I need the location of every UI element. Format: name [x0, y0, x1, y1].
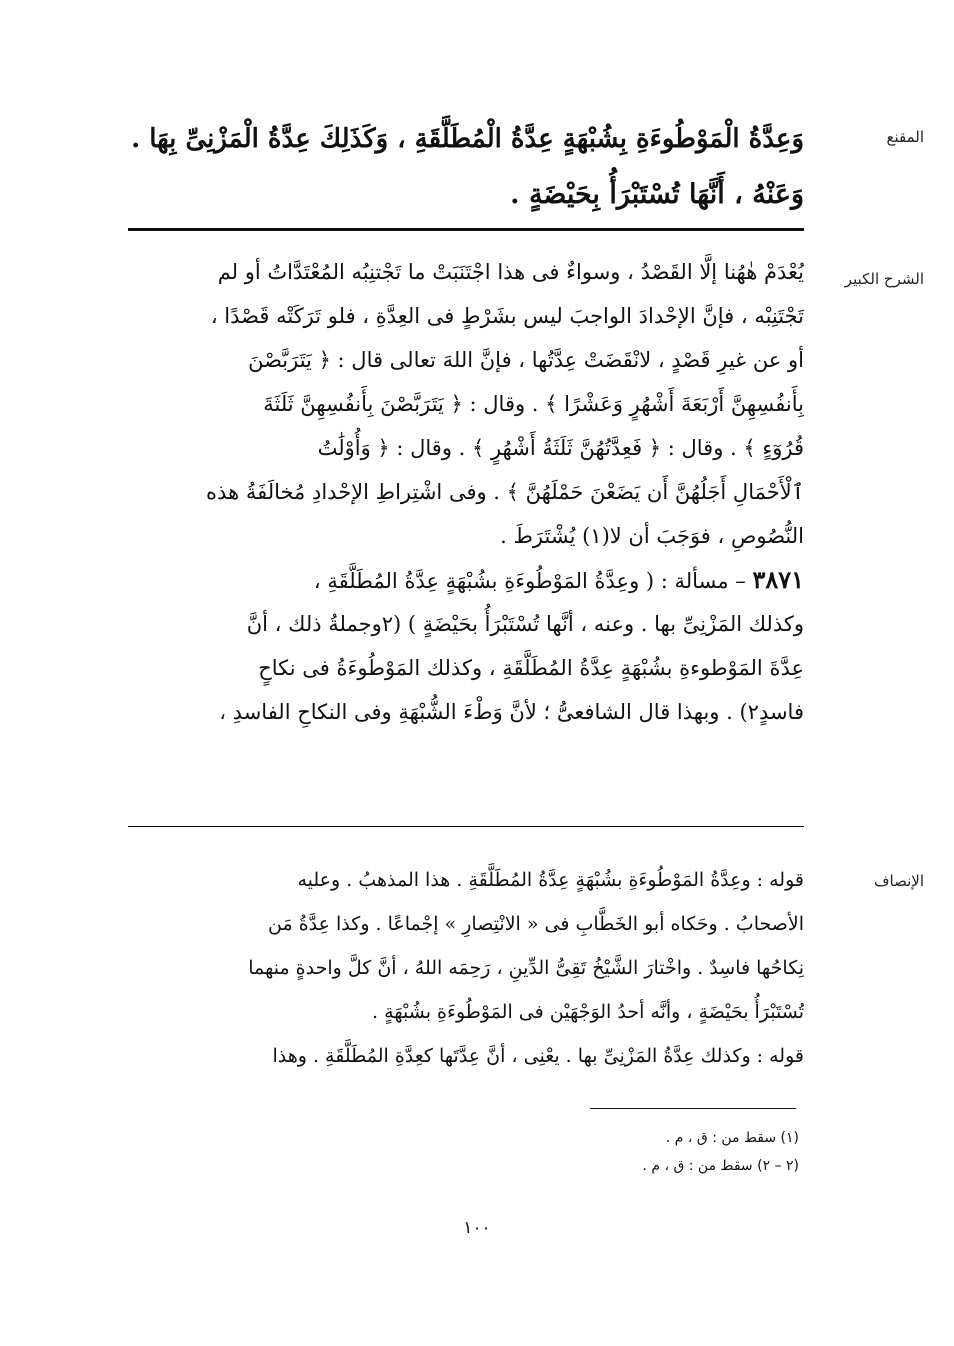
- masala-line: عِدَّةَ المَوْطوءةِ بشُبْهَةٍ عِدَّةُ المُطَلَّقَةِ ، وكذلك المَوْطُوءَةُ فى نكاحٍ: [258, 656, 804, 680]
- sharh-side-label: الشرح الكبير: [844, 270, 924, 288]
- masala-heading: [128, 558, 804, 602]
- sharh-line: يُعْدَمْ هٰهُنا إلَّا القَصْدُ ، وسواءٌ فى هذا اجْتَنَبَتْ ما تَجْتنِبُه المُعْتَدَّاتُ أو لم: [217, 260, 804, 284]
- sharh-line: قُرُوٓءٍ ﴾ . وقال : ﴿ فَعِدَّتُهُنَّ ثَلَثَةُ أَشْهُرٍ ﴾ . وقال : ﴿ وَأُوْلَٰتُ: [317, 436, 804, 460]
- masala-line: وكذلك المَزْنِىِّ بها . وعنه ، أنَّها تُسْتَبْرَأُ بحَيْضَةٍ ) (٢وجملةُ ذلك ، أنَّ: [246, 612, 804, 636]
- muqni-text: [128, 112, 804, 222]
- insaf-text: [128, 858, 804, 1078]
- footnote-item: (١) سقط من : ق ، م .: [665, 1130, 799, 1146]
- insaf-line: تُسْتَبْرَأُ بحَيْضَةٍ ، وأنَّه أحدُ الوَجْهَيْن فى المَوْطُوءَةِ بشُبْهَةٍ .: [372, 1001, 804, 1023]
- masala-line: فاسدٍ٢) . وبهذا قال الشافعىُّ ؛ لأنَّ وَطْءَ الشُّبْهَةِ وفى النكاحِ الفاسدِ ،: [219, 700, 804, 724]
- insaf-line: قوله : وعِدَّةُ المَوْطُوءَةِ بشُبْهَةٍ عِدَّةُ المُطَلَّقَةِ . هذا المذهبُ . وعليه: [297, 869, 804, 891]
- page-number: ١٠٠: [463, 1218, 491, 1238]
- insaf-line: نِكاحُها فاسِدٌ . واخْتارَ الشَّيْخُ تَقِىُّ الدِّينِ ، رَحِمَه اللهُ ، أنَّ كلَّ واحدةٍ منهما: [248, 957, 804, 979]
- insaf-side-label: الإنصاف: [873, 872, 924, 890]
- masala-number: ٣٨٧١: [752, 565, 804, 594]
- sharh-text: [128, 250, 804, 734]
- sharh-line: بِأَنفُسِهِنَّ أَرْبَعَةَ أَشْهُرٍ وَعَشْرًا ﴾ . وقال : ﴿ يَتَرَبَّصْنَ بِأَنفُسِهِنَّ ثَلَثَةَ: [263, 392, 804, 416]
- footnote-item: (٢ – ٢) سقط من : ق ، م .: [642, 1158, 799, 1174]
- sharh-line: النُّصُوصِ ، فوَجَبَ أن لا(١) يُشْتَرَطَ .: [500, 524, 804, 548]
- muqni-side-label: المقنع: [886, 128, 924, 146]
- muqni-line: وَعِدَّةُ الْمَوْطُوءَةِ بِشُبْهَةٍ عِدَّةُ الْمُطَلَّقَةِ ، وَكَذَلِكَ عِدَّةُ الْمَزْنِىِّ بِهَا .: [131, 124, 804, 154]
- masala-first-line: – مسألة : ( وعِدَّةُ المَوْطُوءَةِ بشُبْهَةٍ عِدَّةُ المُطَلَّقَةِ ،: [313, 569, 746, 593]
- thin-divider: [128, 826, 804, 827]
- thick-divider: [128, 228, 804, 231]
- insaf-line: الأصحابُ . وحَكاه أبو الخَطَّابِ فى « الانْتِصارِ » إجْماعًا . وكذا عِدَّةُ مَن: [268, 913, 804, 935]
- footnotes: [399, 1124, 799, 1180]
- muqni-line: وَعَنْهُ ، أَنَّهَا تُسْتَبْرَأُ بِحَيْضَةٍ .: [510, 179, 804, 210]
- insaf-line: قوله : وكذلك عِدَّةُ المَزْنِىِّ بها . يعْنِى ، أنَّ عِدَّتَها كعِدَّةِ المُطَلَّقَةِ . وهذا: [272, 1045, 804, 1067]
- sharh-line: تَجْتَنِبْه ، فإنَّ الإحْدادَ الواجبَ ليس بشَرْطٍ فى العِدَّةِ ، فلو تَرَكَتْه قَصْدًا ،: [210, 304, 804, 328]
- footnote-divider: [590, 1108, 796, 1109]
- sharh-line: أو عن غيرِ قَصْدٍ ، لانْقَضَتْ عِدَّتُها ، فإنَّ اللهَ تعالى قال : ﴿ يَتَرَبَّصْنَ: [248, 348, 804, 372]
- sharh-line: ٱلْأَحْمَالِ أَجَلُهُنَّ أَن يَضَعْنَ حَمْلَهُنَّ ﴾ . وفى اشْتِراطِ الإحْدادِ مُخالَفَةُ هذه: [206, 480, 804, 504]
